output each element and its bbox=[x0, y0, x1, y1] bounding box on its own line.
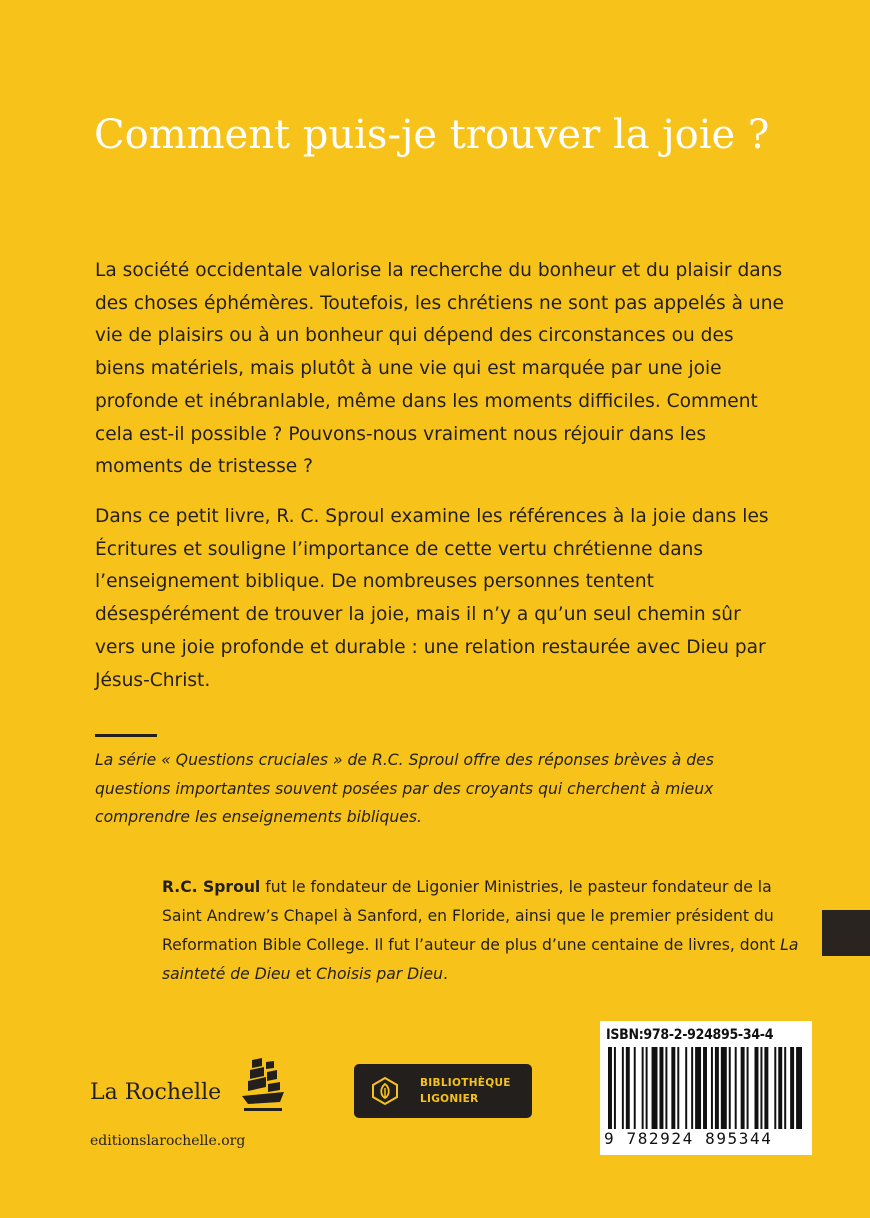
isbn-label: ISBN:978-2-924895-34-4 bbox=[606, 1027, 774, 1043]
imprint-line-2: LIGONIER bbox=[420, 1093, 479, 1105]
ship-icon bbox=[240, 1056, 286, 1116]
barcode bbox=[600, 1021, 812, 1155]
publisher-url: editionslarochelle.org bbox=[90, 1133, 246, 1149]
bio-text-2: et bbox=[290, 965, 317, 983]
book-ref-2: Choisis par Dieu bbox=[316, 965, 443, 983]
description-paragraph-1: La société occidentale valorise la recherche du bonheur et du plaisir dans des choses éphémères. Toutefois, les chrétiens ne sont pas appelés à une vie de plaisirs ou à un bonheur qui dépend des circonstances ou des biens matériels, mais plutôt à une vie qui est marquée par une joie profonde et inébranlable, même dans les moments difficiles. Comment cela est-il possible ? Pouvons-nous vraiment nous réjouir dans les moments de tristesse ? bbox=[95, 260, 784, 478]
bio-text-1: fut le fondateur de Ligonier Ministries, le pasteur fondateur de la Saint Andrew’s Chapel à Sanford, en Floride, ainsi que le premier président du Reformation Bible College. Il fut l’auteur de plus d’une centaine de livres, dont bbox=[162, 878, 781, 954]
author-bio bbox=[162, 873, 812, 989]
book-ref-1: La sainteté de Dieu bbox=[162, 936, 799, 983]
barcode-digits: 9 782924 895344 bbox=[604, 1129, 773, 1148]
bio-text-3: . bbox=[443, 965, 448, 983]
ligonier-imprint-badge bbox=[354, 1064, 532, 1118]
ligonier-seed-icon bbox=[370, 1076, 400, 1106]
description-paragraph-2: Dans ce petit livre, R. C. Sproul examine les références à la joie dans les Écritures et souligne l’importance de cette vertu chrétienne dans l’enseignement biblique. De nombreuses personnes tentent désespérément de trouver la joie, mais il n’y a qu’un seul chemin sûr vers une joie profonde et durable : une relation restaurée avec Dieu par Jésus-Christ. bbox=[95, 506, 769, 691]
author-name: R.C. Sproul bbox=[162, 878, 261, 896]
spine-tab bbox=[822, 910, 870, 956]
section-divider bbox=[95, 734, 157, 737]
imprint-line-1: BIBLIOTHÈQUE bbox=[420, 1077, 511, 1089]
series-note: La série « Questions cruciales » de R.C. Sproul offre des réponses brèves à des questions importantes souvent posées par des croyants qui cherchent à mieux comprendre les enseignements bibliques. bbox=[95, 751, 714, 826]
publisher-name: La Rochelle bbox=[90, 1080, 222, 1105]
barcode-bars bbox=[608, 1047, 804, 1129]
book-title: Comment puis-je trouver la joie ? bbox=[94, 112, 770, 158]
